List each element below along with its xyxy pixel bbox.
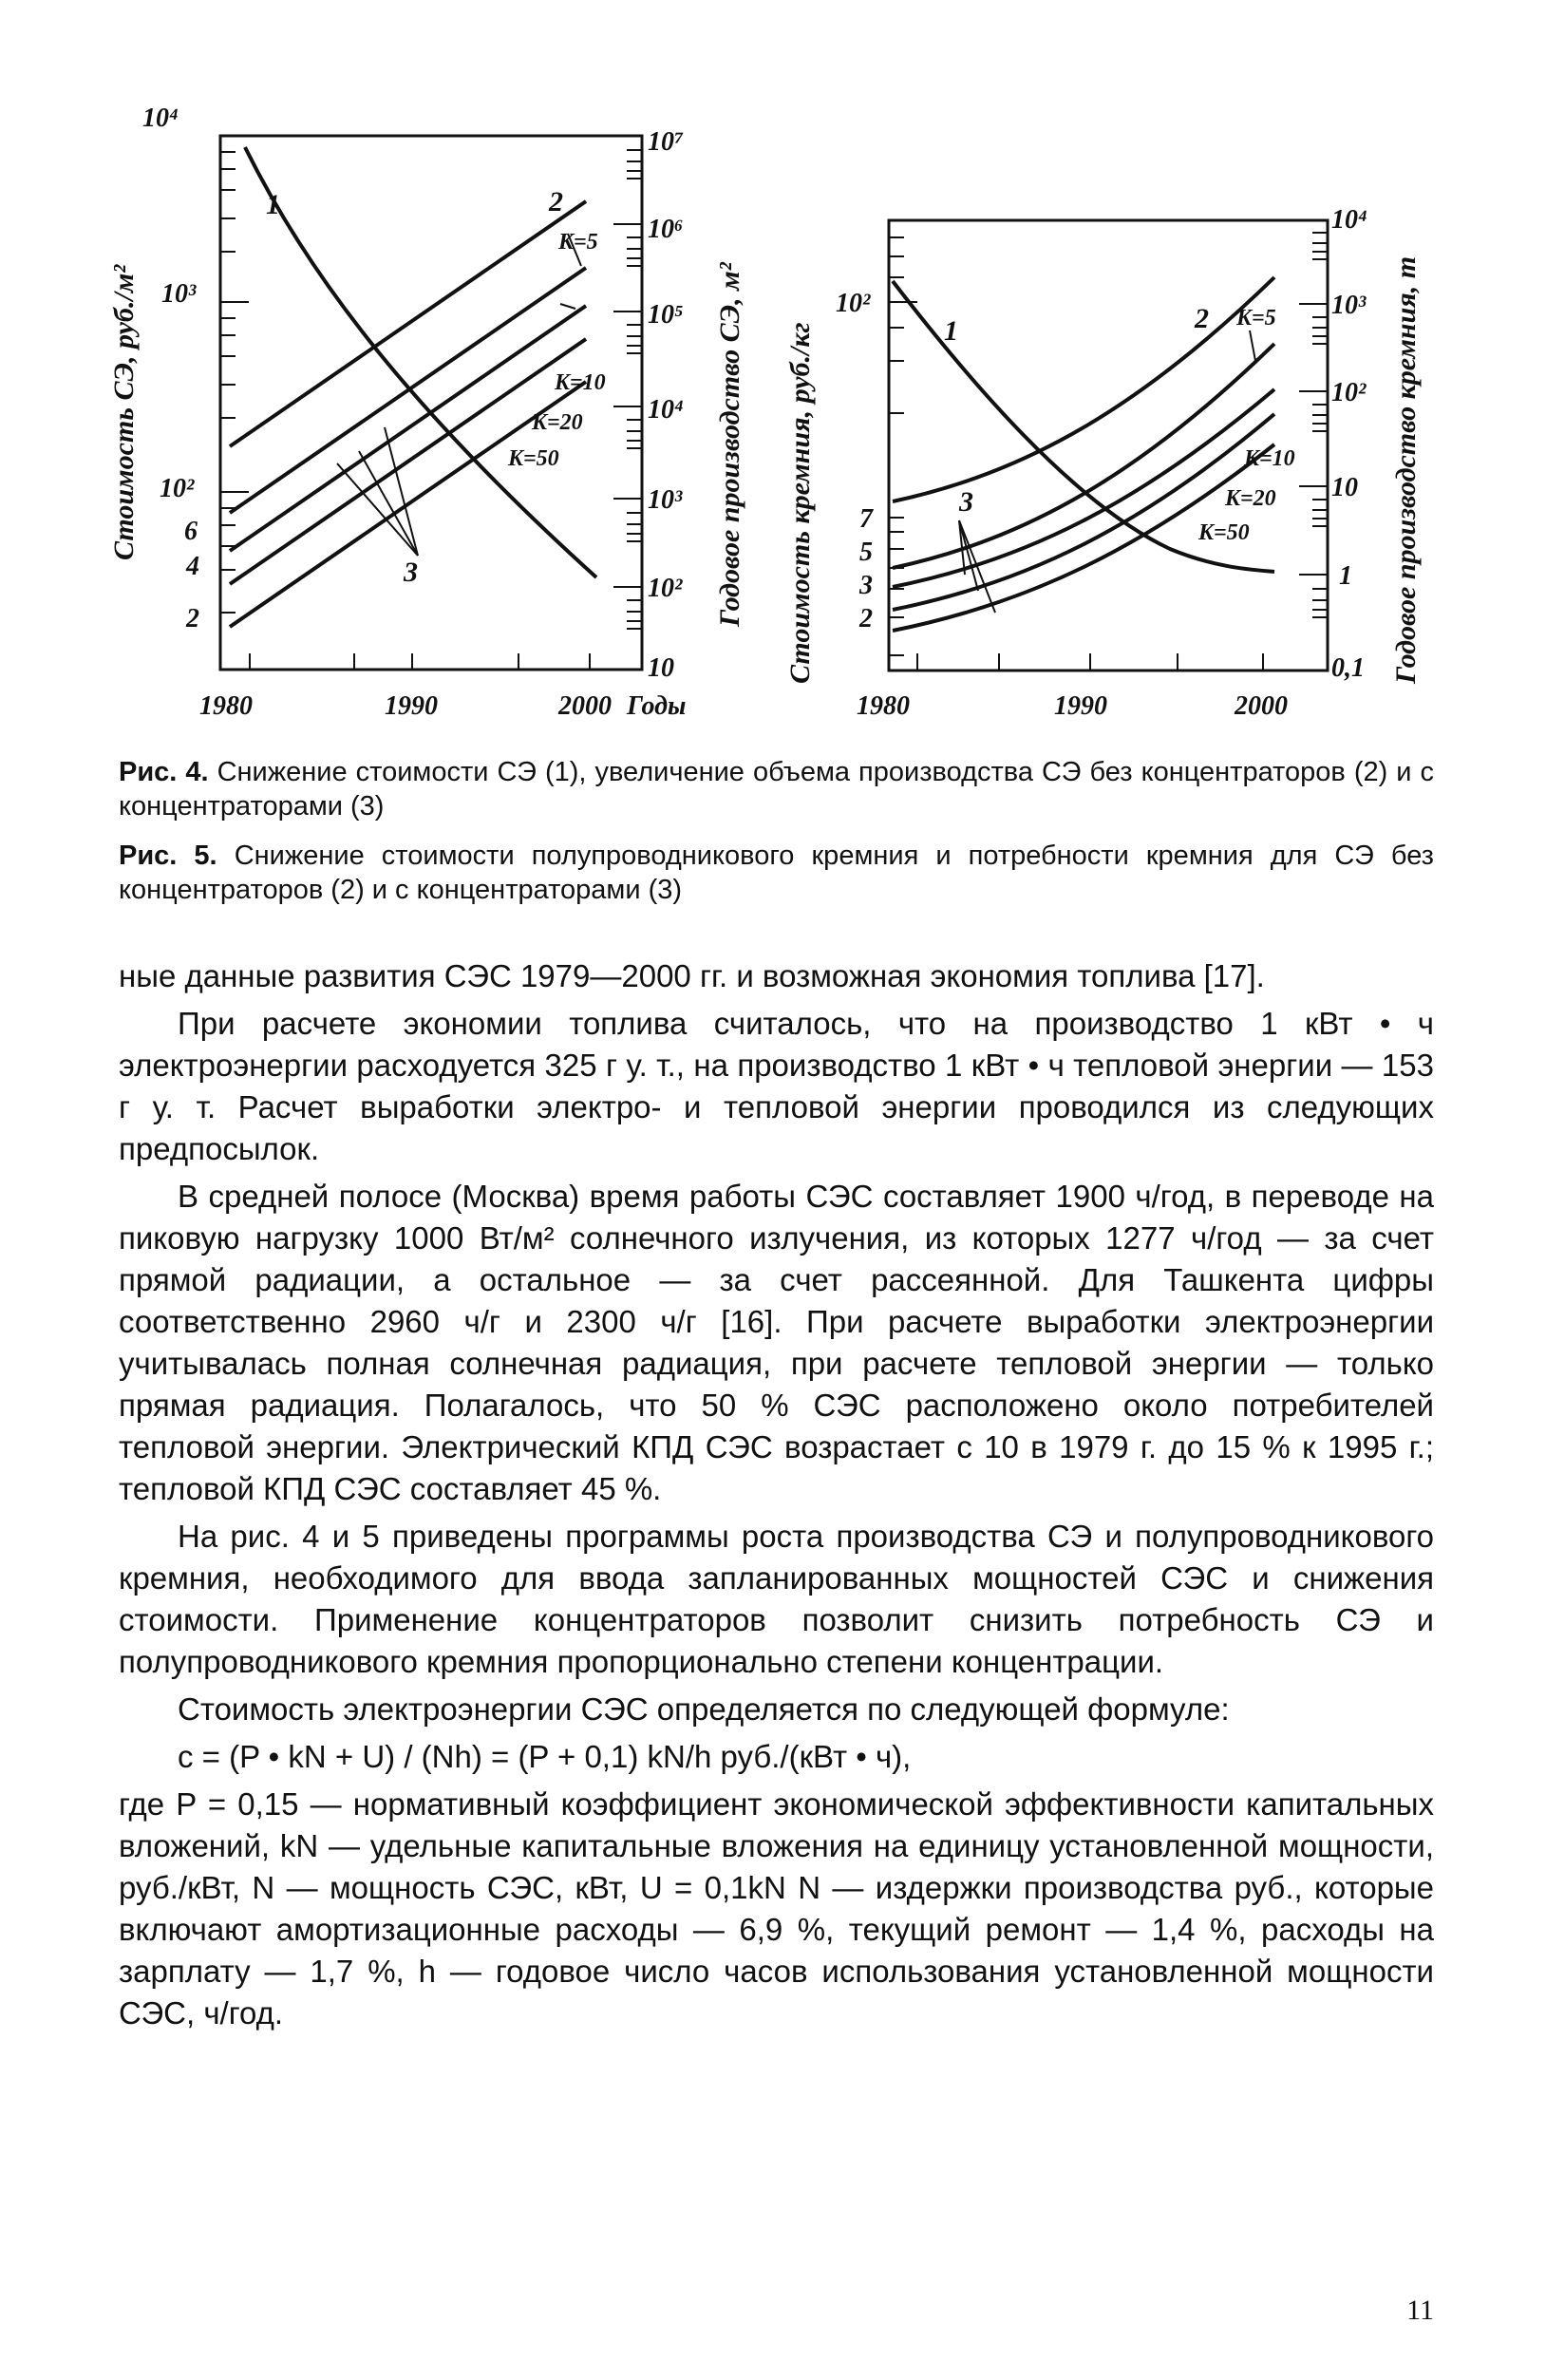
fig5-k5-label: K=5 — [1236, 306, 1276, 331]
figure-labels — [0, 0, 1546, 741]
fig5-k10-label: K=10 — [1244, 446, 1295, 471]
paragraph-3: В средней полосе (Москва) время работы СЭС составляет 1900 ч/год, в переводе на пиковую нагрузку 1000 Вт/м² солнечного излучения, из которых 1277 ч/год — за счет прямой радиации, а остальное — за счет рассеянной. Для Ташкента цифры соответственно 2960 ч/г и 2300 ч/г [16]. При расчете выработки электроэнергии учитывалась полная солнечная радиация, при расчете тепловой энергии — только прямая радиация. Полагалось, что 50 % СЭС расположено около потребителей тепловой энергии. Электрический КПД СЭС возрастает с 10 в 1979 г. до 15 % к 1995 г.; тепловой КПД СЭС составляет 45 %. — [119, 1179, 1434, 1506]
fig4-x-tick-1: 1980 — [199, 691, 253, 721]
fig4-curve-3-label: 3 — [404, 557, 418, 588]
fig4-left-tick-2: 10³ — [161, 279, 197, 309]
fig4-right-tick-1: 10⁷ — [648, 127, 684, 157]
fig4-right-tick-2: 10⁶ — [648, 215, 684, 244]
fig4-k5-label: K=5 — [558, 230, 598, 255]
fig5-right-tick-3: 10² — [1331, 378, 1367, 407]
fig5-left-axis-label: Стоимость кремния, руб./кг — [784, 322, 816, 684]
fig4-left-tick-4: 6 — [184, 517, 198, 546]
fig4-left-tick-3: 10² — [160, 474, 195, 503]
fig4-x-tick-3: 2000 — [558, 691, 612, 721]
cost-formula: с = (P • kN + U) / (Nh) = (P + 0,1) kN/h руб./(кВт • ч), — [178, 1739, 912, 1774]
fig5-right-tick-6: 0,1 — [1331, 653, 1365, 683]
fig5-curve-3-label: 3 — [959, 486, 973, 518]
fig5-right-tick-4: 10 — [1331, 473, 1358, 502]
fig5-x-tick-2: 1990 — [1054, 691, 1107, 721]
fig4-left-axis-label: Стоимость СЭ, руб./м² — [108, 264, 140, 560]
fig4-right-tick-5: 10³ — [648, 485, 683, 515]
fig4-k20-label: K=20 — [532, 410, 583, 435]
fig5-left-tick-1: 10² — [836, 289, 871, 318]
fig5-curve-1-label: 1 — [944, 315, 958, 347]
fig5-right-tick-1: 10⁴ — [1331, 205, 1367, 235]
fig5-right-tick-2: 10³ — [1331, 291, 1367, 320]
figure-4-caption-text: Снижение стоимости СЭ (1), увеличение объема производства СЭ без концентраторов (2) и с концентраторами (3) — [119, 757, 1434, 822]
paragraph-6: где P = 0,15 — нормативный коэффициент экономической эффективности капитальных вложений, kN — удельные капитальные вложения на единицу установленной мощности, руб./кВт, N — мощность СЭС, кВт, U = 0,1kN N — издержки производства руб., которые включают амортизационные расходы — 6,9 %, текущий ремонт — 1,4 %, расходы на зарплату — 1,7 %, h — годовое число часов использования установленной мощности СЭС, ч/год. — [119, 1786, 1434, 2031]
page-number: 11 — [1406, 2295, 1434, 2326]
fig4-x-unit: Годы — [627, 691, 687, 721]
fig4-left-tick-1: 10⁴ — [142, 104, 179, 133]
fig5-k20-label: K=20 — [1225, 486, 1276, 511]
fig5-left-tick-2: 7 — [859, 504, 873, 534]
paragraph-2: При расчете экономии топлива считалось, что на производство 1 кВт • ч электроэнергии расходуется 325 г у. т., на производство 1 кВт • ч тепловой энергии — 153 г у. т. Расчет выработки электро- и тепловой энергии проводился из следующих предпосылок. — [119, 1006, 1434, 1166]
fig4-curve-1-label: 1 — [266, 189, 280, 220]
fig4-curve-2-label: 2 — [549, 186, 563, 217]
figure-4-number: Рис. 4. — [119, 757, 209, 787]
fig5-curve-2-label: 2 — [1195, 303, 1209, 334]
fig5-left-tick-3: 5 — [859, 538, 873, 567]
fig5-left-tick-5: 2 — [859, 604, 873, 633]
body-text — [119, 955, 1434, 2040]
fig5-k50-label: K=50 — [1198, 520, 1250, 545]
fig4-right-tick-4: 10⁴ — [648, 395, 684, 425]
fig4-k50-label: K=50 — [508, 446, 559, 471]
fig5-left-tick-4: 3 — [859, 571, 873, 600]
fig5-right-axis-label: Годовое производство кремния, т — [1390, 255, 1422, 684]
paragraph-5: Стоимость электроэнергии СЭС определяется по следующей формуле: — [178, 1691, 1230, 1727]
fig4-x-tick-2: 1990 — [385, 691, 438, 721]
figure-5-caption-text: Снижение стоимости полупроводникового кремния и потребности кремния для СЭ без концентраторов (2) и с концентраторами (3) — [119, 841, 1434, 905]
figure-5-number: Рис. 5. — [119, 841, 217, 871]
figure-5-caption — [119, 839, 1434, 907]
fig4-left-tick-6: 2 — [186, 604, 199, 633]
paragraph-4: На рис. 4 и 5 приведены программы роста производства СЭ и полупроводникового кремния, необходимого для ввода запланированных мощностей СЭС и снижения стоимости. Применение концентраторов позволит снизить потребность СЭ и полупроводникового кремния пропорционально степени концентрации. — [119, 1519, 1434, 1679]
fig5-x-tick-1: 1980 — [857, 691, 910, 721]
figures-area — [0, 0, 1546, 741]
fig4-left-tick-5: 4 — [186, 552, 199, 581]
fig5-x-tick-3: 2000 — [1235, 691, 1288, 721]
fig4-right-axis-label: Годовое производство СЭ, м² — [714, 262, 745, 627]
figure-4-caption — [119, 755, 1434, 823]
fig4-right-tick-6: 10² — [648, 574, 683, 603]
fig4-right-tick-3: 10⁵ — [648, 300, 684, 330]
paragraph-1: ные данные развития СЭС 1979—2000 гг. и возможная экономия топлива [17]. — [119, 958, 1265, 993]
fig5-right-tick-5: 1 — [1339, 561, 1352, 591]
fig4-k10-label: K=10 — [555, 370, 606, 395]
fig4-right-tick-7: 10 — [648, 653, 674, 683]
